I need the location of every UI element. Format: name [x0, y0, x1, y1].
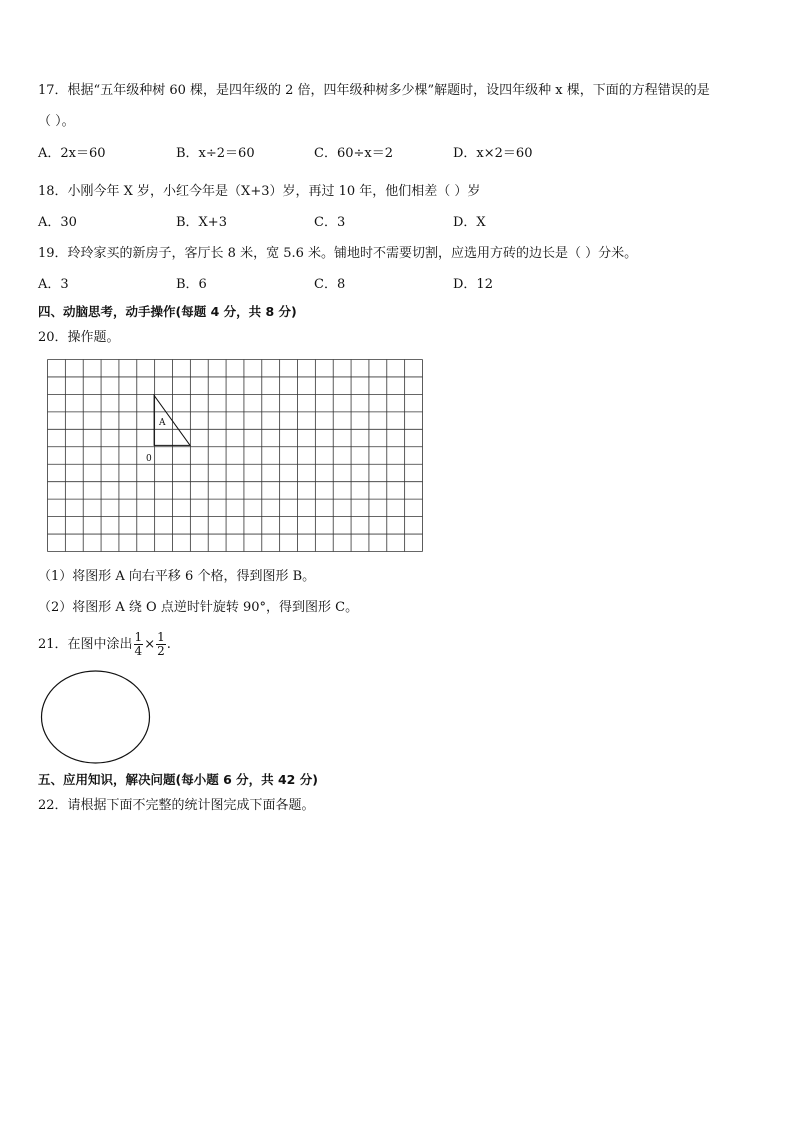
q21-prefix: 21．在图中涂出 [38, 637, 133, 652]
q21-stem [38, 630, 171, 660]
q18-option-d: D．X [453, 215, 486, 230]
origin-o-label: 0 [146, 454, 152, 464]
q17-option-d: D．x×2＝60 [453, 146, 533, 161]
q18-stem: 18．小刚今年 X 岁，小红今年是（X+3）岁，再过 10 年，他们相差（ ）岁 [38, 184, 481, 199]
q17-option-b: B．x÷2＝60 [176, 146, 255, 161]
fraction-one-quarter [134, 631, 144, 658]
q19-option-d: D．12 [453, 277, 493, 292]
q18-option-c: C．3 [314, 215, 346, 230]
fraction-one-half [156, 631, 166, 658]
q18-option-b: B．X+3 [176, 215, 227, 230]
section5-title: 五、应用知识，解决问题(每小题 6 分，共 42 分) [38, 772, 318, 787]
q20-part2: （2）将图形 A 绕 O 点逆时针旋转 90°，得到图形 C。 [38, 600, 359, 615]
q22-stem: 22．请根据下面不完整的统计图完成下面各题。 [38, 798, 315, 813]
q19-option-a: A．3 [38, 277, 69, 292]
q21-circle [40, 669, 152, 769]
section4-title: 四、动脑思考，动手操作(每题 4 分，共 8 分) [38, 304, 297, 319]
q17-option-c: C．60÷x＝2 [314, 146, 393, 161]
q17-option-a: A．2x＝60 [38, 146, 106, 161]
frac1-numerator: 1 [134, 630, 143, 644]
q20-part1: （1）将图形 A 向右平移 6 个格，得到图形 B。 [38, 569, 316, 584]
frac2-denominator: 2 [157, 644, 165, 658]
q20-stem: 20．操作题。 [38, 330, 120, 345]
frac1-denominator: 4 [134, 644, 143, 658]
frac2-numerator: 1 [157, 630, 165, 644]
times-sign: × [144, 637, 156, 652]
q19-stem: 19．玲玲家买的新房子，客厅长 8 米，宽 5.6 米。铺地时不需要切割，应选用方砖的边长是（ ）分米。 [38, 246, 638, 261]
q21-suffix: . [166, 637, 171, 652]
q18-option-a: A．30 [38, 215, 77, 230]
q17-stem-line2: （ ）。 [38, 114, 75, 129]
shape-a-label: A [159, 418, 166, 428]
q20-grid [47, 359, 424, 553]
q17-stem-line1: 17．根据“五年级种树 60 棵，是四年级的 2 倍，四年级种树多少棵”解题时，设四年级种 x 棵，下面的方程错误的是 [38, 83, 710, 98]
q19-option-b: B．6 [176, 277, 207, 292]
q19-option-c: C．8 [314, 277, 346, 292]
